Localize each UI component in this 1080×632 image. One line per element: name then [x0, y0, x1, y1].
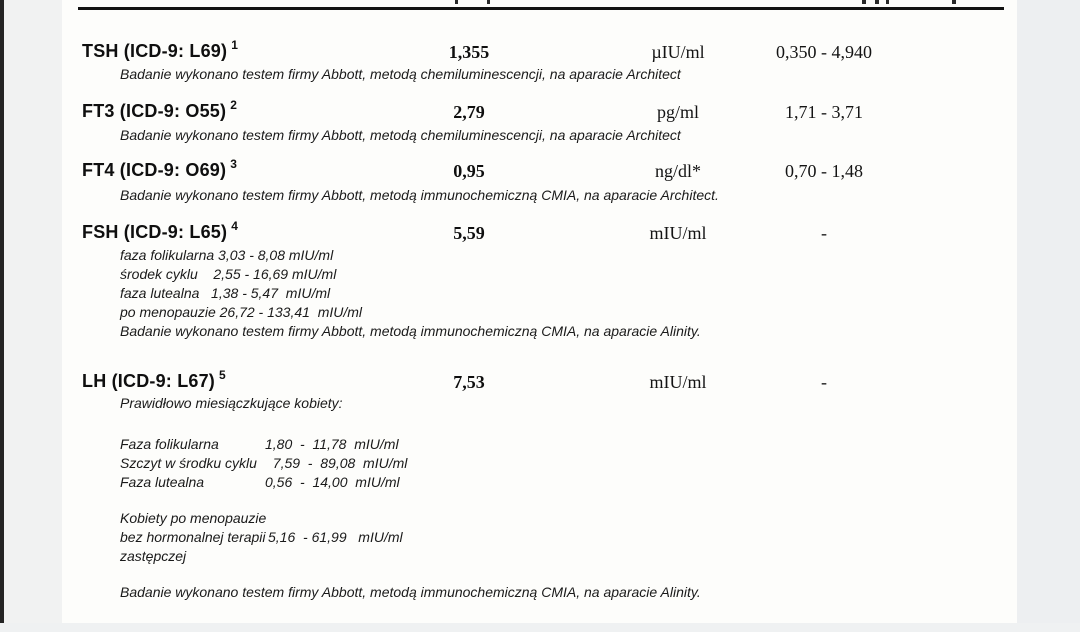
test-row-ft3 — [62, 98, 1017, 151]
reference-line: faza lutealna 1,38 - 5,47 mIU/ml — [120, 285, 331, 301]
test-main-line — [62, 157, 1017, 184]
footnote-ref: 4 — [231, 219, 239, 233]
menopause-row-value: 5,16 - 61,99 mIU/ml — [268, 529, 403, 545]
test-result: 2,79 — [453, 102, 485, 122]
menopause-row-label: Kobiety po menopauzie — [120, 510, 267, 526]
table-header-rule — [78, 7, 1004, 10]
clipped-header-fragment — [952, 0, 956, 4]
method-note: Badanie wykonano testem firmy Abbott, metodą immunochemiczną CMIA, na aparacie Alinity. — [120, 584, 701, 600]
method-note: Badanie wykonano testem firmy Abbott, metodą immunochemiczną CMIA, na aparacie Alinity. — [120, 323, 701, 339]
clipped-header-fragment — [487, 0, 490, 4]
clipped-header-fragment — [862, 0, 866, 4]
menopause-row-label: zastępczej — [120, 548, 187, 564]
lab-report-page — [62, 0, 1017, 632]
test-name-label: FSH (ICD-9: L65) — [82, 222, 228, 242]
reference-line: środek cyklu 2,55 - 16,69 mIU/ml — [120, 266, 337, 282]
test-main-line — [62, 368, 1017, 395]
clipped-header-fragment — [886, 0, 889, 4]
test-main-line — [62, 219, 1017, 246]
test-name-label: FT3 (ICD-9: O55) — [82, 101, 227, 121]
footnote-ref: 1 — [231, 38, 239, 52]
reference-row-label: Faza folikularna — [120, 436, 219, 452]
test-unit: ng/dl* — [654, 161, 701, 181]
page-right-margin — [1017, 0, 1080, 632]
reference-row-label: Szczyt w środku cyklu — [120, 455, 257, 471]
test-reference-range: 0,350 - 4,940 — [776, 42, 872, 62]
test-result: 1,355 — [448, 42, 490, 62]
test-unit: mIU/ml — [649, 223, 707, 243]
reference-row — [120, 435, 399, 454]
test-row-lh — [62, 368, 1017, 611]
reference-line: faza folikularna 3,03 - 8,08 mIU/ml — [120, 247, 334, 263]
test-unit: µIU/ml — [651, 42, 705, 62]
reference-row — [120, 454, 407, 473]
menopause-row — [120, 509, 268, 528]
test-result: 5,59 — [453, 223, 485, 243]
method-note: Badanie wykonano testem firmy Abbott, metodą chemiluminescencji, na aparacie Architect — [120, 127, 681, 143]
menopause-row-label: bez hormonalnej terapii — [120, 529, 266, 545]
test-name — [82, 368, 226, 392]
footnote-ref: 2 — [230, 98, 238, 112]
reference-intro: Prawidłowo miesiączkujące kobiety: — [120, 395, 343, 411]
test-result: 0,95 — [453, 161, 485, 181]
clipped-header-fragment — [455, 0, 458, 4]
test-reference-range: 1,71 - 3,71 — [785, 102, 863, 122]
test-main-line — [62, 98, 1017, 125]
test-reference-range: 0,70 - 1,48 — [785, 161, 863, 181]
reference-row-value: 0,56 - 14,00 mIU/ml — [265, 474, 400, 490]
test-main-line — [62, 38, 1017, 65]
test-reference-range: - — [821, 372, 827, 392]
test-name-label: TSH (ICD-9: L69) — [82, 41, 228, 61]
test-row-tsh — [62, 38, 1017, 91]
menopause-row — [120, 547, 268, 566]
test-name-label: LH (ICD-9: L67) — [82, 371, 215, 391]
reference-row-value: 1,80 - 11,78 mIU/ml — [265, 436, 399, 452]
method-note: Badanie wykonano testem firmy Abbott, metodą immunochemiczną CMIA, na aparacie Architect. — [120, 187, 719, 203]
page-left-margin — [4, 0, 62, 632]
viewer-bottom-strip — [0, 623, 1080, 632]
test-unit: mIU/ml — [649, 372, 707, 392]
reference-row — [120, 473, 400, 492]
test-row-ft4 — [62, 157, 1017, 212]
test-result: 7,53 — [453, 372, 485, 392]
reference-row-label: Faza lutealna — [120, 474, 205, 490]
test-name — [82, 219, 239, 243]
method-note: Badanie wykonano testem firmy Abbott, metodą chemiluminescencji, na aparacie Architect — [120, 66, 681, 82]
test-unit: pg/ml — [656, 102, 699, 122]
test-name — [82, 38, 239, 62]
reference-line: po menopauzie 26,72 - 133,41 mIU/ml — [120, 304, 363, 320]
test-name — [82, 98, 238, 122]
footnote-ref: 5 — [219, 368, 226, 382]
menopause-row — [120, 528, 403, 547]
test-name-label: FT4 (ICD-9: O69) — [82, 160, 227, 180]
test-name — [82, 157, 238, 181]
test-row-fsh — [62, 219, 1017, 347]
reference-row-value: 7,59 - 89,08 mIU/ml — [265, 455, 408, 471]
clipped-header-fragment — [875, 0, 879, 4]
test-reference-range: - — [821, 223, 827, 243]
footnote-ref: 3 — [230, 157, 238, 171]
